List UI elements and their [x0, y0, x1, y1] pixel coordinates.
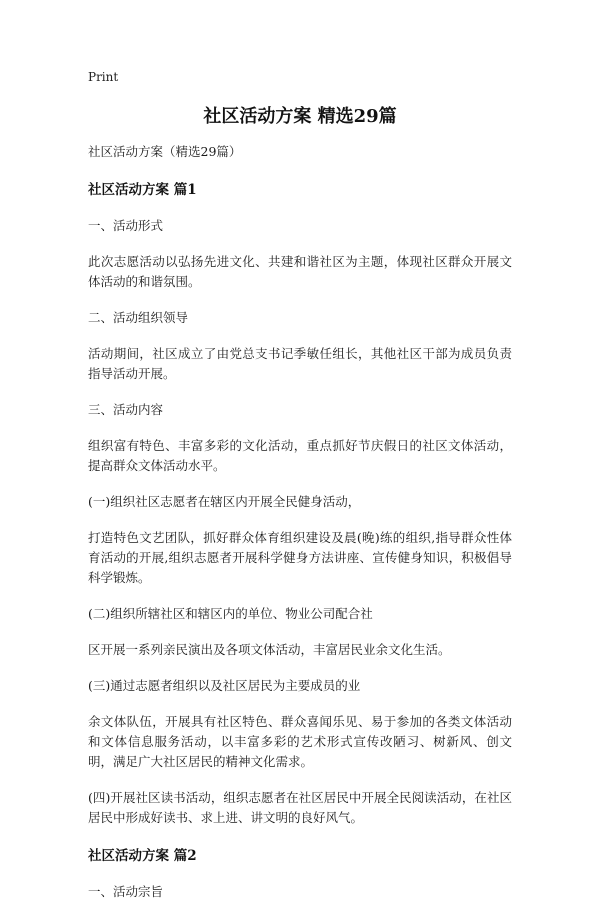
- section1-paragraph: (四)开展社区读书活动，组织志愿者在社区居民中开展全民阅读活动，在社区居民中形成好读书、求上进、讲文明的良好风气。: [88, 790, 512, 825]
- section1-paragraph: 此次志愿活动以弘扬先进文化、共建和谐社区为主题，体现社区群众开展文体活动的和谐氛围。: [88, 254, 512, 289]
- section1-paragraph: 组织富有特色、丰富多彩的文化活动，重点抓好节庆假日的社区文体活动，提高群众文体活动水平。: [88, 438, 512, 473]
- section1-paragraph: (三)通过志愿者组织以及社区居民为主要成员的业: [88, 678, 361, 693]
- document-subtitle: 社区活动方案（精选29篇）: [88, 144, 242, 159]
- section1-paragraph: (一)组织社区志愿者在辖区内开展全民健身活动，: [88, 494, 361, 509]
- section-heading-1: 社区活动方案 篇1: [88, 182, 197, 198]
- section1-paragraph: 余文体队伍，开展具有社区特色、群众喜闻乐见、易于参加的各类文体活动和文体信息服务活动，以丰富多彩的艺术形式宣传改陋习、树新风、创文明，满足广大社区居民的精神文化需求。: [88, 714, 512, 769]
- section1-item-heading: 一、活动形式: [88, 218, 164, 233]
- section1-paragraph: 活动期间，社区成立了由党总支书记季敏任组长，其他社区干部为成员负责指导活动开展。: [88, 346, 512, 381]
- print-label: Print: [88, 70, 119, 84]
- section1-paragraph: (二)组织所辖社区和辖区内的单位、物业公司配合社: [88, 606, 373, 621]
- section1-item-heading: 二、活动组织领导: [88, 310, 189, 325]
- section-heading-2: 社区活动方案 篇2: [88, 848, 197, 864]
- document-title: 社区活动方案 精选29篇: [203, 106, 397, 127]
- section1-paragraph: 打造特色文艺团队，抓好群众体育组织建设及晨(晚)练的组织,指导群众性体育活动的开展,组织志愿者开展科学健身方法讲座、宣传健身知识，积极倡导科学锻炼。: [88, 530, 512, 585]
- section1-item-heading: 三、活动内容: [88, 402, 164, 417]
- section2-item-heading: 一、活动宗旨: [88, 884, 164, 899]
- section1-paragraph: 区开展一系列亲民演出及各项文体活动，丰富居民业余文化生活。: [88, 642, 451, 657]
